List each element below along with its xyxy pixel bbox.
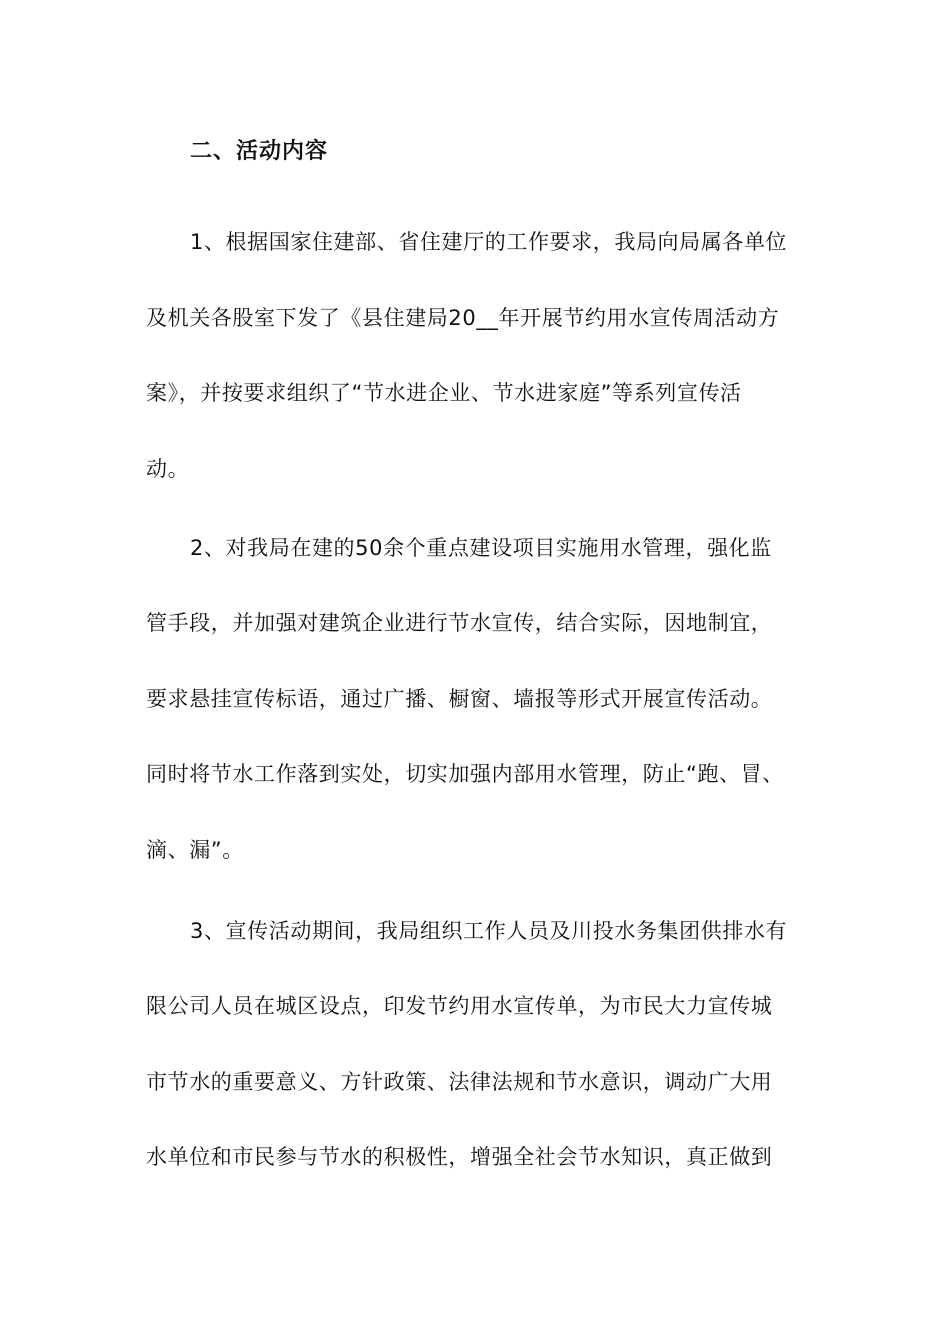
paragraph-2-line-3: 要求悬挂宣传标语，通过广播、橱窗、墙报等形式开展宣传活动。 <box>146 687 773 711</box>
paragraph-3-line-3: 市节水的重要意义、方针政策、法律法规和节水意识，调动广大用 <box>146 1070 773 1094</box>
paragraph-2-line-4: 同时将节水工作落到实处，切实加强内部用水管理，防止“跑、冒、 <box>146 762 784 786</box>
paragraph-3-line-1: 3、宣传活动期间，我局组织工作人员及川投水务集团供排水有 <box>190 919 788 943</box>
paragraph-2-line-1: 2、对我局在建的50余个重点建设项目实施用水管理，强化监 <box>190 536 772 560</box>
paragraph-1-line-1: 1、根据国家住建部、省住建厅的工作要求，我局向局属各单位 <box>190 230 788 254</box>
section-heading: 二、活动内容 <box>190 139 329 164</box>
paragraph-1-line-3: 案》，并按要求组织了“节水进企业、节水进家庭”等系列宣传活 <box>146 381 742 405</box>
paragraph-3-line-2: 限公司人员在城区设点，印发节约用水宣传单，为市民大力宣传城 <box>146 994 773 1018</box>
paragraph-2-line-5: 滴、漏”。 <box>146 838 244 862</box>
paragraph-1-line-2: 及机关各股室下发了《县住建局20__年开展节约用水宣传周活动方 <box>146 306 780 330</box>
paragraph-3-line-4: 水单位和市民参与节水的积极性，增强全社会节水知识，真正做到 <box>146 1145 773 1169</box>
paragraph-1-line-4: 动。 <box>146 457 190 481</box>
paragraph-2-line-2: 管手段，并加强对建筑企业进行节水宣传，结合实际，因地制宜， <box>146 611 773 635</box>
